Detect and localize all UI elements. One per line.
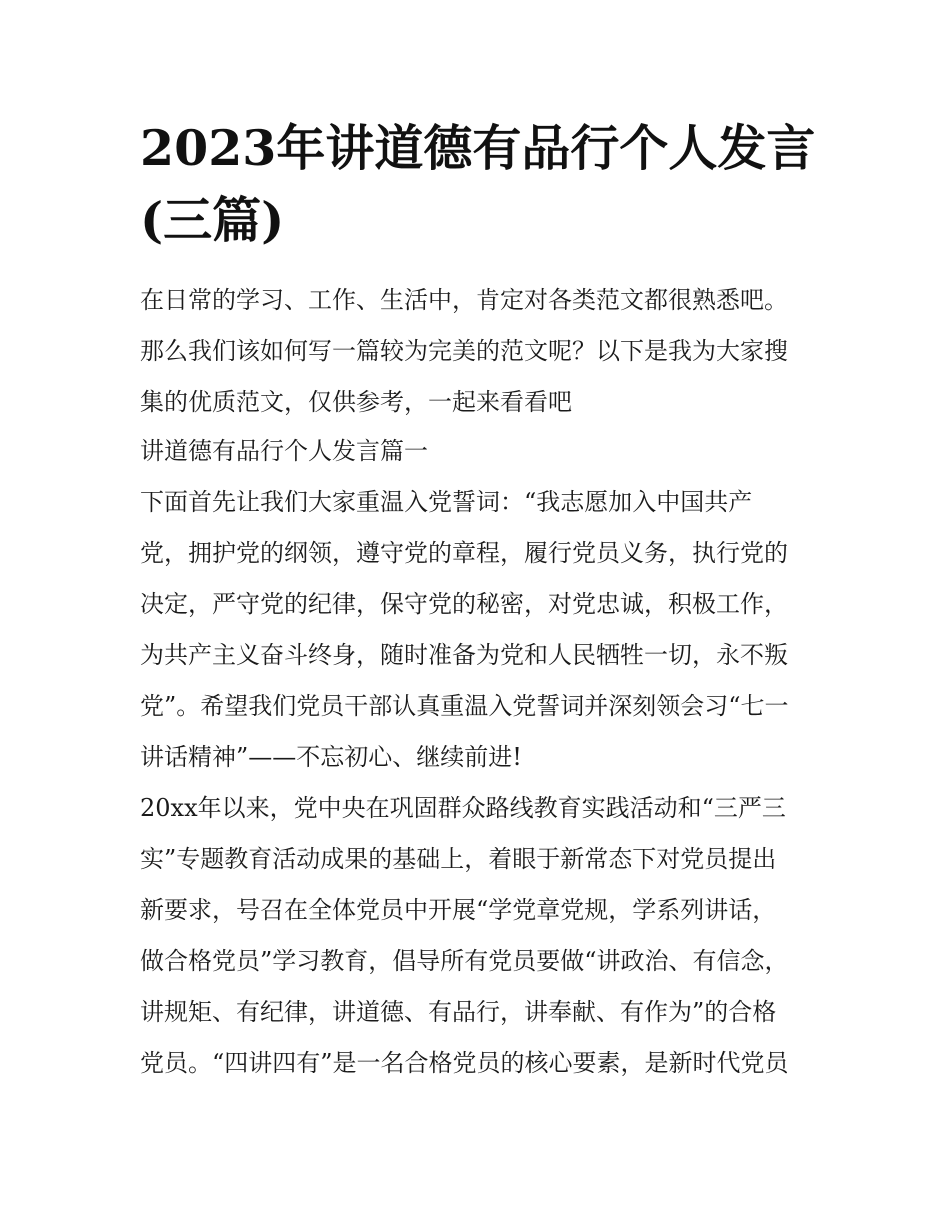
document-title [140, 112, 830, 256]
text-line: 实”专题教育活动成果的基础上，着眼于新常态下对党员提出 [140, 845, 777, 873]
title-line-2: (三篇) [140, 191, 285, 249]
text-line: 集的优质范文，仅供参考，一起来看看吧 [140, 388, 572, 416]
text-line: 下面首先让我们大家重温入党誓词：“我志愿加入中国共产 [140, 488, 753, 516]
text-line: 那么我们该如何写一篇较为完美的范文呢？以下是我为大家搜 [140, 337, 788, 365]
text-line: 讲规矩、有纪律，讲道德、有品行，讲奉献、有作为”的合格 [140, 998, 777, 1026]
text-line: 在日常的学习、工作、生活中，肯定对各类范文都很熟悉吧。 [140, 286, 788, 314]
text-line: 为共产主义奋斗终身，随时准备为党和人民牺牲一切，永不叛 [140, 641, 788, 669]
section-heading: 讲道德有品行个人发言篇一 [140, 437, 428, 465]
text-line: 党员。“四讲四有”是一名合格党员的核心要素，是新时代党员 [140, 1049, 789, 1077]
text-line: 决定，严守党的纪律，保守党的秘密，对党忠诚，积极工作， [140, 590, 788, 618]
text-line: 党，拥护党的纲领，遵守党的章程，履行党员义务，执行党的 [140, 539, 788, 567]
text-line: 讲话精神”——不忘初心、继续前进! [140, 743, 522, 771]
text-line: 做合格党员”学习教育，倡导所有党员要做“讲政治、有信念， [140, 947, 789, 975]
title-line-1: 2023年讲道德有品行个人发言 [140, 119, 816, 177]
text-line: 党”。希望我们党员干部认真重温入党誓词并深刻领会习“七一 [140, 692, 789, 720]
text-line: 新要求，号召在全体党员中开展“学党章党规，学系列讲话， [140, 896, 777, 924]
text-line: 20xx年以来，党中央在巩固群众路线教育实践活动和“三严三 [140, 794, 786, 822]
